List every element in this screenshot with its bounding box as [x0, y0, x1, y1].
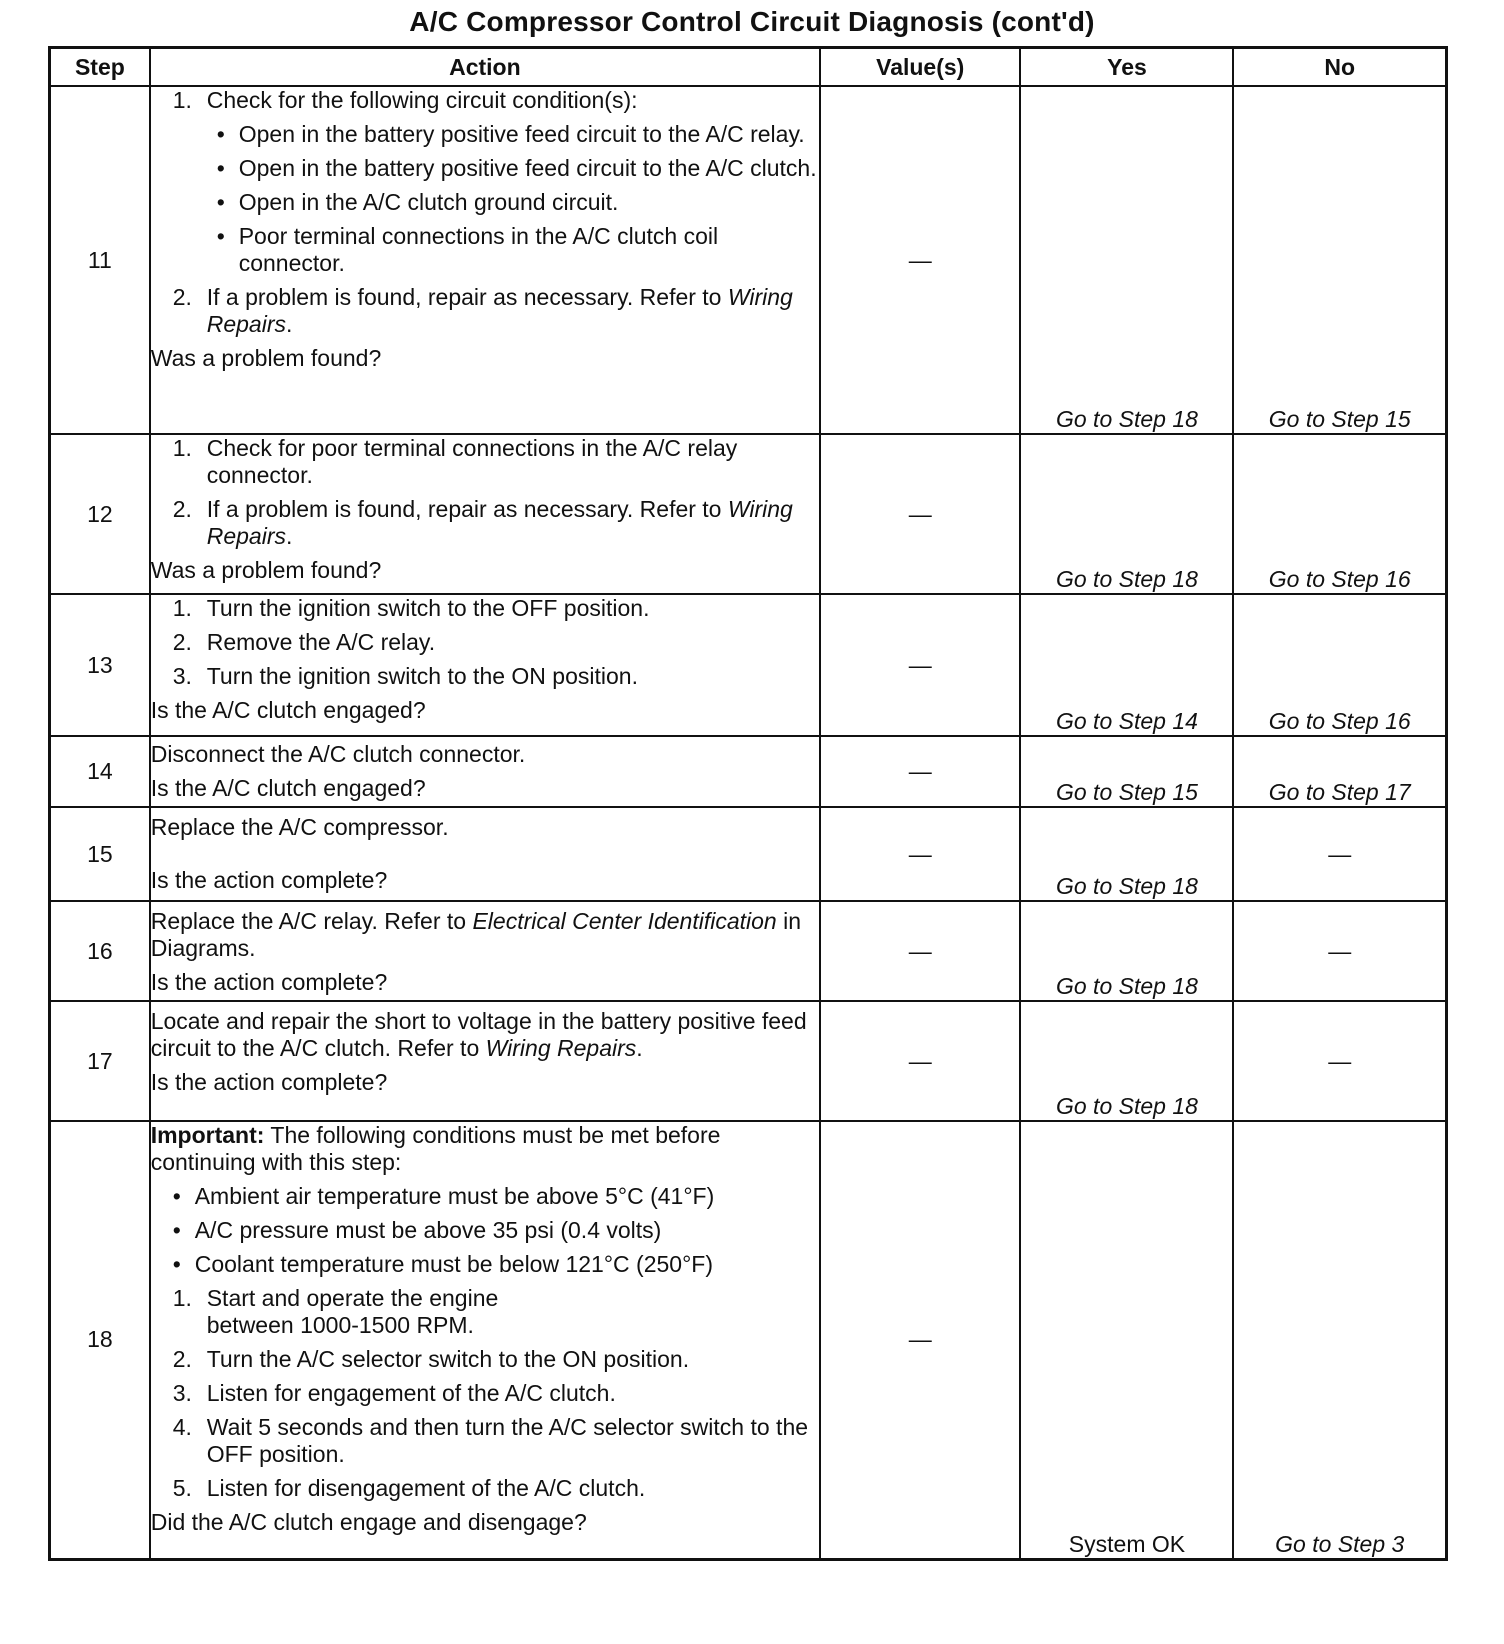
no-result: — — [1233, 1001, 1446, 1121]
action-item: Check for poor terminal connections in the A/C relay connector. — [206, 435, 738, 488]
yes-result: Go to Step 14 — [1020, 594, 1233, 736]
page-title: A/C Compressor Control Circuit Diagnosis (cont'd) — [409, 6, 1095, 37]
action-text — [151, 908, 819, 962]
action-cell — [150, 594, 820, 736]
action-text — [151, 1008, 819, 1062]
bullet-item: Open in the battery positive feed circuit to the A/C clutch. — [238, 155, 817, 181]
value-cell: — — [820, 807, 1020, 901]
table-row-step-13 — [50, 594, 1447, 736]
bullet-icon: • — [172, 1183, 181, 1209]
bullet-item: Open in the battery positive feed circuit to the A/C relay. — [238, 121, 805, 147]
bullet-icon: • — [172, 1251, 181, 1277]
item-number: 1. — [172, 87, 192, 113]
item-number: 1. — [172, 1285, 192, 1311]
yes-result: Go to Step 18 — [1020, 86, 1233, 434]
period: . — [285, 523, 293, 549]
value-cell: — — [820, 736, 1020, 807]
yes-result: Go to Step 18 — [1020, 1001, 1233, 1121]
table-row-step-16 — [50, 901, 1447, 1001]
action-cell — [150, 1121, 820, 1559]
yes-result: Go to Step 18 — [1020, 434, 1233, 594]
table-row-step-14 — [50, 736, 1447, 807]
step-number: 18 — [50, 1121, 150, 1559]
value-cell: — — [820, 86, 1020, 434]
bullet-icon: • — [216, 223, 225, 249]
reference-link-text: Wiring Repairs — [206, 284, 793, 337]
value-cell: — — [820, 594, 1020, 736]
action-text-part: Replace the A/C relay. Refer to — [150, 908, 473, 934]
reference-link-text: Wiring Repairs — [206, 496, 793, 549]
step-number: 16 — [50, 901, 150, 1001]
no-result: Go to Step 3 — [1233, 1121, 1446, 1559]
item-number: 4. — [172, 1414, 192, 1440]
step-number: 13 — [50, 594, 150, 736]
action-item — [207, 496, 819, 550]
no-result: Go to Step 16 — [1233, 594, 1446, 736]
yes-result: Go to Step 15 — [1020, 736, 1233, 807]
action-question: Is the action complete? — [150, 1069, 388, 1095]
bullet-icon: • — [216, 121, 225, 147]
yes-result: Go to Step 18 — [1020, 807, 1233, 901]
header-step: Step — [50, 48, 150, 87]
action-item: Turn the ignition switch to the OFF position. — [206, 595, 650, 621]
item-number: 3. — [172, 663, 192, 689]
item-number: 1. — [172, 595, 192, 621]
bullet-icon: • — [216, 155, 225, 181]
table-row-step-18 — [50, 1121, 1447, 1559]
action-question: Is the action complete? — [150, 867, 388, 893]
header-action: Action — [150, 48, 820, 87]
action-text: If a problem is found, repair as necessary. Refer to — [206, 496, 728, 522]
bullet-icon: • — [172, 1217, 181, 1243]
value-cell: — — [820, 1121, 1020, 1559]
no-result: Go to Step 16 — [1233, 434, 1446, 594]
action-item: Check for the following circuit condition(s): — [206, 87, 638, 113]
bullet-item: A/C pressure must be above 35 psi (0.4 volts) — [194, 1217, 662, 1243]
table-row-step-11 — [50, 86, 1447, 434]
action-text-part: . — [636, 1035, 643, 1061]
no-result: — — [1233, 807, 1446, 901]
item-number: 2. — [172, 496, 192, 522]
yes-result: System OK — [1020, 1121, 1233, 1559]
action-item: Listen for engagement of the A/C clutch. — [206, 1380, 616, 1406]
item-number: 2. — [172, 284, 192, 310]
action-text: Disconnect the A/C clutch connector. — [150, 741, 526, 767]
header-no: No — [1233, 48, 1446, 87]
header-value: Value(s) — [820, 48, 1020, 87]
table-row-step-17 — [50, 1001, 1447, 1121]
item-number: 1. — [172, 435, 192, 461]
action-cell — [150, 434, 820, 594]
header-yes: Yes — [1020, 48, 1233, 87]
action-question: Is the A/C clutch engaged? — [150, 775, 426, 801]
reference-link-text: Electrical Center Identification — [472, 908, 777, 934]
action-question: Did the A/C clutch engage and disengage? — [150, 1509, 587, 1535]
action-item: Wait 5 seconds and then turn the A/C selector switch to the OFF position. — [206, 1414, 809, 1467]
action-item: Remove the A/C relay. — [206, 629, 436, 655]
action-item: Turn the A/C selector switch to the ON position. — [206, 1346, 690, 1372]
action-question: Was a problem found? — [150, 557, 382, 583]
action-cell — [150, 807, 820, 901]
table-row-step-15 — [50, 807, 1447, 901]
step-number: 17 — [50, 1001, 150, 1121]
yes-result: Go to Step 18 — [1020, 901, 1233, 1001]
important-note — [151, 1122, 819, 1176]
action-question: Is the A/C clutch engaged? — [150, 697, 426, 723]
important-label: Important: — [150, 1122, 265, 1148]
header-row — [50, 48, 1447, 87]
value-cell: — — [820, 1001, 1020, 1121]
value-cell: — — [820, 901, 1020, 1001]
action-item: Listen for disengagement of the A/C clutch. — [206, 1475, 646, 1501]
action-item: Turn the ignition switch to the ON position. — [206, 663, 638, 689]
action-question: Was a problem found? — [150, 345, 382, 371]
no-result: Go to Step 15 — [1233, 86, 1446, 434]
step-number: 15 — [50, 807, 150, 901]
action-text: Replace the A/C compressor. — [150, 814, 449, 840]
action-text-part: in Diagrams. — [150, 908, 802, 961]
action-cell — [150, 86, 820, 434]
diagnosis-table — [48, 46, 1448, 1561]
bullet-icon: • — [216, 189, 225, 215]
step-number: 12 — [50, 434, 150, 594]
action-item: Start and operate the engine between 1000-1500 RPM. — [206, 1285, 499, 1338]
no-result: Go to Step 17 — [1233, 736, 1446, 807]
item-number: 5. — [172, 1475, 192, 1501]
bullet-item: Ambient air temperature must be above 5°C (41°F) — [194, 1183, 715, 1209]
item-number: 2. — [172, 1346, 192, 1372]
item-number: 2. — [172, 629, 192, 655]
item-number: 3. — [172, 1380, 192, 1406]
value-cell: — — [820, 434, 1020, 594]
action-cell — [150, 736, 820, 807]
action-question: Is the action complete? — [150, 969, 388, 995]
important-text: The following conditions must be met before continuing with this step: — [150, 1122, 721, 1175]
step-number: 14 — [50, 736, 150, 807]
action-text-part: Locate and repair the short to voltage in the battery positive feed circuit to the A/C clutch. Refer to — [150, 1008, 807, 1061]
period: . — [285, 311, 293, 337]
step-number: 11 — [50, 86, 150, 434]
bullet-item: Coolant temperature must be below 121°C (250°F) — [194, 1251, 713, 1277]
reference-link-text: Wiring Repairs — [485, 1035, 637, 1061]
action-item — [207, 284, 819, 338]
no-result: — — [1233, 901, 1446, 1001]
bullet-item: Poor terminal connections in the A/C clutch coil connector. — [238, 223, 719, 276]
action-cell — [150, 1001, 820, 1121]
action-text: If a problem is found, repair as necessary. Refer to — [206, 284, 728, 310]
action-cell — [150, 901, 820, 1001]
table-row-step-12 — [50, 434, 1447, 594]
bullet-item: Open in the A/C clutch ground circuit. — [238, 189, 619, 215]
